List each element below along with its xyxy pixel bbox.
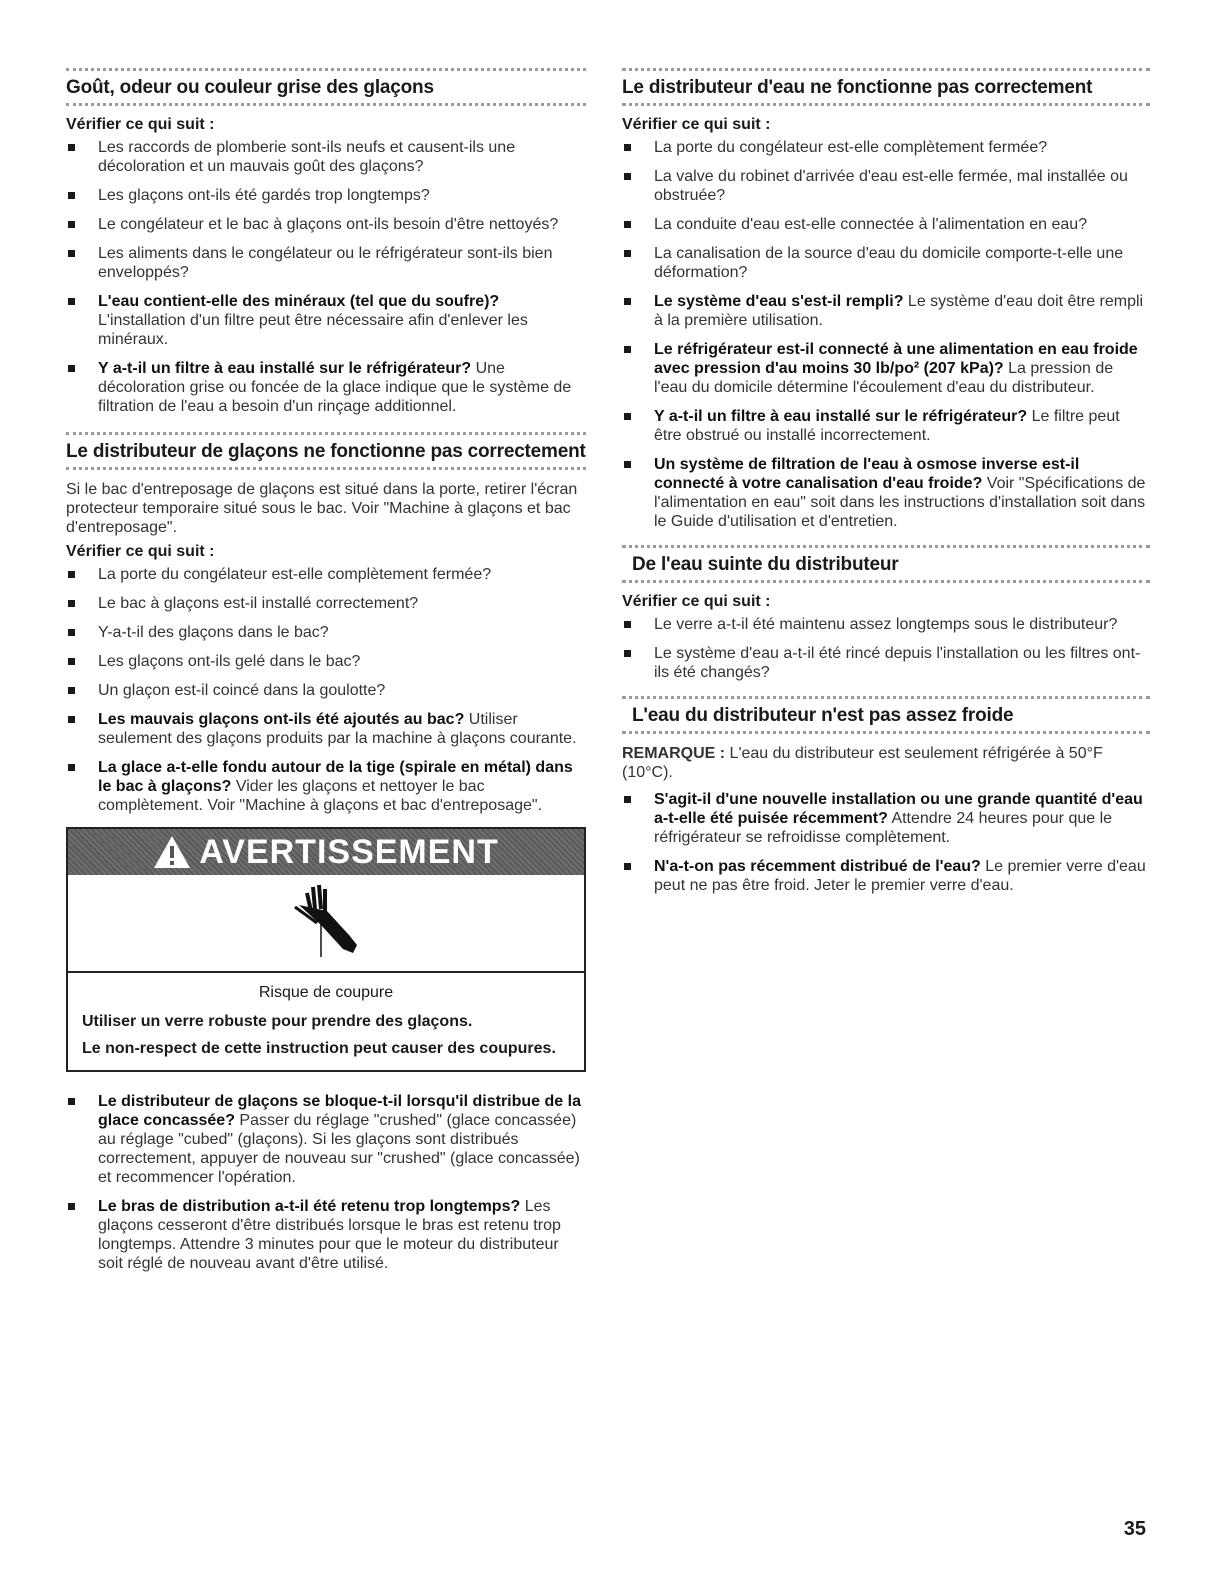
list-item-text: Y-a-t-il des glaçons dans le bac? xyxy=(98,624,329,641)
warning-text xyxy=(68,973,584,1070)
note-label: REMARQUE : xyxy=(622,745,726,762)
right-column xyxy=(622,68,1150,905)
check-label: Vérifier ce qui suit : xyxy=(66,116,215,133)
list-item xyxy=(66,594,586,613)
list-item xyxy=(66,565,586,584)
list-item-text: Le système d'eau a-t-il été rincé depuis l'installation ou les filtres ont-ils été changés? xyxy=(654,645,1141,681)
note-paragraph xyxy=(622,744,1150,782)
list-item xyxy=(622,340,1150,397)
section-title-water-leak: De l'eau suinte du distributeur xyxy=(632,554,899,575)
section-title-water-cold: L'eau du distributeur n'est pas assez froide xyxy=(632,705,1014,726)
warning-header xyxy=(68,829,584,875)
list-item xyxy=(622,244,1150,282)
list-item-text: Les aliments dans le congélateur ou le réfrigérateur sont-ils bien enveloppés? xyxy=(98,245,553,281)
list-item xyxy=(66,710,586,748)
list-item-lead: S'agit-il d'une nouvelle installation ou une grande quantité d'eau a-t-elle été puisée récemment? xyxy=(654,791,1143,827)
section-title-ice-dispenser: Le distributeur de glaçons ne fonctionne pas correctement xyxy=(66,441,586,462)
list-item xyxy=(66,652,586,671)
list-item-text: Un glaçon est-il coincé dans la goulotte? xyxy=(98,682,386,699)
list-item-text: Une décoloration grise ou foncée de la glace indique que le système de filtration de l'eau a besoin d'un rinçage additionnel. xyxy=(98,360,572,415)
list-item-text: Les raccords de plomberie sont-ils neufs et causent-ils une décoloration et un mauvais goût des glaçons? xyxy=(98,139,516,175)
list-item xyxy=(66,681,586,700)
list-item-lead: Un système de filtration de l'eau à osmose inverse est-il connecté à votre canalisation d'eau froide? xyxy=(654,456,1080,492)
list-item xyxy=(622,615,1150,634)
warning-box xyxy=(66,827,586,1072)
section-header xyxy=(66,68,586,106)
list-item xyxy=(622,857,1150,895)
list-item-text: Les glaçons cesseront d'être distribués lorsque le bras est retenu trop longtemps. Attendre 3 minutes pour que le moteur du distributeur soit réglé de nouveau avant d'être utilisé. xyxy=(98,1198,561,1272)
left-column xyxy=(66,68,586,1283)
check-label: Vérifier ce qui suit : xyxy=(622,116,771,133)
list-item-text: Les glaçons ont-ils gelé dans le bac? xyxy=(98,653,361,670)
list-item-text: La pression de l'eau du domicile détermine l'écoulement d'eau du distributeur. xyxy=(654,360,1114,396)
list-item-lead: L'eau contient-elle des minéraux (tel que du soufre)? xyxy=(98,293,500,310)
checklist-water-dispenser xyxy=(622,138,1150,531)
checklist-ice-dispenser-cont xyxy=(66,1092,586,1273)
list-item-text: Le verre a-t-il été maintenu assez longtemps sous le distributeur? xyxy=(654,616,1118,633)
list-item-text: Attendre 24 heures pour que le réfrigérateur se refroidisse complètement. xyxy=(654,810,1113,846)
intro-paragraph: Si le bac d'entreposage de glaçons est situé dans la porte, retirer l'écran protecteur temporaire situé sous le bac. Voir "Machine à glaçons et bac d'entreposage". xyxy=(66,481,578,536)
list-item-lead: La glace a-t-elle fondu autour de la tige (spirale en métal) dans le bac à glaçons? xyxy=(98,759,573,795)
warning-consequence: Le non-respect de cette instruction peut causer des coupures. xyxy=(82,1040,556,1057)
list-item xyxy=(622,644,1150,682)
list-item-lead: Le bras de distribution a-t-il été retenu trop longtemps? xyxy=(98,1198,521,1215)
section-header xyxy=(66,432,586,470)
list-item xyxy=(66,1197,586,1273)
page-number: 35 xyxy=(1123,1518,1146,1540)
list-item-text: Voir "Spécifications de l'alimentation en eau" soit dans les instructions d'installation soit dans le Guide d'utilisation et d'entretien. xyxy=(654,475,1146,530)
list-item-text: La conduite d'eau est-elle connectée à l'alimentation en eau? xyxy=(654,216,1088,233)
list-item xyxy=(66,244,586,282)
list-item xyxy=(622,790,1150,847)
list-item-text: La porte du congélateur est-elle complètement fermée? xyxy=(98,566,492,583)
list-item-text: Vider les glaçons et nettoyer le bac complètement. Voir "Machine à glaçons et bac d'entreposage". xyxy=(98,778,543,814)
warning-title: AVERTISSEMENT xyxy=(199,832,499,871)
list-item xyxy=(66,138,586,176)
warning-triangle-icon xyxy=(153,835,199,869)
hazard-icon-area xyxy=(68,875,584,973)
warning-instruction: Utiliser un verre robuste pour prendre des glaçons. xyxy=(82,1013,473,1030)
list-item-text: Le bac à glaçons est-il installé correctement? xyxy=(98,595,419,612)
section-title-ice-taste: Goût, odeur ou couleur grise des glaçons xyxy=(66,77,434,98)
list-item-text: La valve du robinet d'arrivée d'eau est-elle fermée, mal installée ou obstruée? xyxy=(654,168,1128,204)
list-item xyxy=(66,186,586,205)
list-item-text: La canalisation de la source d'eau du domicile comporte-t-elle une déformation? xyxy=(654,245,1124,281)
list-item xyxy=(66,758,586,815)
list-item-text: Le premier verre d'eau peut ne pas être froid. Jeter le premier verre d'eau. xyxy=(654,858,1146,894)
list-item xyxy=(622,215,1150,234)
checklist-ice-taste xyxy=(66,138,586,416)
list-item xyxy=(622,138,1150,157)
note-text: L'eau du distributeur est seulement réfrigérée à 50°F (10°C). xyxy=(622,745,1103,781)
list-item xyxy=(622,292,1150,330)
list-item xyxy=(66,1092,586,1187)
list-item xyxy=(622,455,1150,531)
list-item-lead: Le système d'eau s'est-il rempli? xyxy=(654,293,904,310)
check-label: Vérifier ce qui suit : xyxy=(622,593,771,610)
hand-cut-hazard-icon xyxy=(291,883,361,964)
list-item xyxy=(66,623,586,642)
list-item-text: La porte du congélateur est-elle complètement fermée? xyxy=(654,139,1048,156)
list-item-lead: Les mauvais glaçons ont-ils été ajoutés au bac? xyxy=(98,711,465,728)
section-title-water-dispenser: Le distributeur d'eau ne fonctionne pas correctement xyxy=(622,77,1093,98)
list-item xyxy=(66,215,586,234)
list-item-text: Les glaçons ont-ils été gardés trop longtemps? xyxy=(98,187,430,204)
warning-risk: Risque de coupure xyxy=(258,984,394,1001)
list-item-text: Le filtre peut être obstrué ou installé incorrectement. xyxy=(654,408,1120,444)
list-item-lead: Y a-t-il un filtre à eau installé sur le réfrigérateur? xyxy=(654,408,1028,425)
list-item-lead: Y a-t-il un filtre à eau installé sur le réfrigérateur? xyxy=(98,360,472,377)
list-item xyxy=(66,292,586,349)
checklist-water-leak xyxy=(622,615,1150,682)
list-item-lead: N'a-t-on pas récemment distribué de l'eau? xyxy=(654,858,981,875)
check-label: Vérifier ce qui suit : xyxy=(66,543,215,560)
list-item-text: Le système d'eau doit être rempli à la première utilisation. xyxy=(654,293,1144,329)
section-header xyxy=(622,68,1150,106)
section-header xyxy=(622,545,1150,583)
list-item-text: Utiliser seulement des glaçons produits par la machine à glaçons courante. xyxy=(98,711,577,747)
list-item-text: Le congélateur et le bac à glaçons ont-ils besoin d'être nettoyés? xyxy=(98,216,559,233)
list-item-text: Passer du réglage "crushed" (glace concassée) au réglage "cubed" (glaçons). Si les glaçons sont distribués correctement, appuyer de nouveau sur "crushed" (glace concassée) et recommencer l'opération. xyxy=(98,1112,580,1186)
list-item-lead: Le distributeur de glaçons se bloque-t-il lorsqu'il distribue de la glace concassée? xyxy=(98,1093,581,1129)
list-item-lead: Le réfrigérateur est-il connecté à une alimentation en eau froide avec pression d'au moins 30 lb/po² (207 kPa)? xyxy=(654,341,1138,377)
list-item xyxy=(66,359,586,416)
list-item-text: L'installation d'un filtre peut être nécessaire afin d'enlever les minéraux. xyxy=(98,312,528,348)
checklist-water-cold xyxy=(622,790,1150,895)
checklist-ice-dispenser xyxy=(66,565,586,815)
list-item xyxy=(622,167,1150,205)
list-item xyxy=(622,407,1150,445)
section-header xyxy=(622,696,1150,734)
